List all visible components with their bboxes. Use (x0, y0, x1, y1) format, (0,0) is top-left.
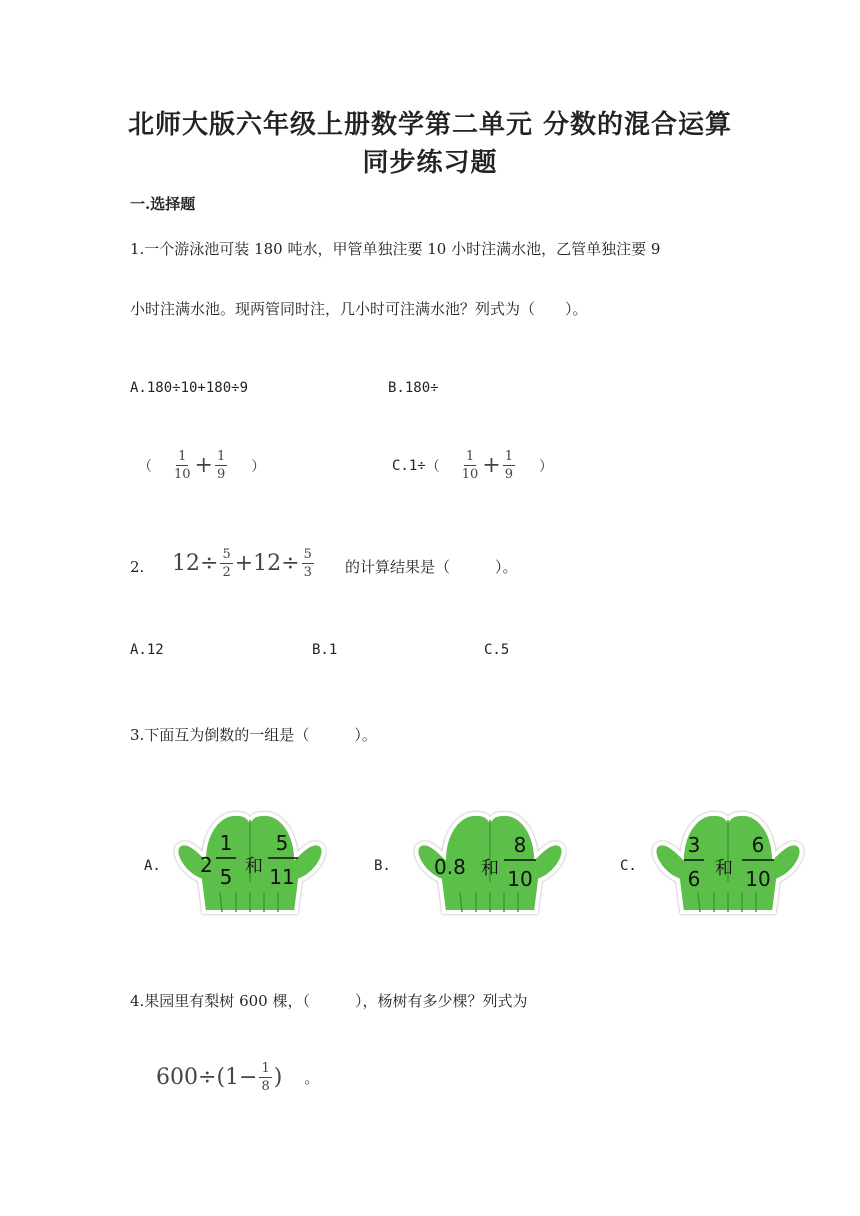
operand: 12 (172, 551, 200, 576)
math-expression (172, 548, 316, 579)
divide-sign: ÷ (200, 551, 219, 576)
denominator: 10 (174, 467, 191, 482)
fraction (302, 548, 314, 579)
q1-option-b-expression (138, 450, 265, 481)
minus-sign: − (239, 1065, 258, 1090)
paren-open: （ (138, 458, 152, 475)
fraction (259, 1062, 271, 1093)
denominator: 5 (219, 865, 233, 889)
q1-option-b: B.180÷ (388, 380, 439, 396)
numerator: 1 (178, 449, 187, 464)
q2-option-c: C.5 (484, 642, 510, 658)
mitten-image-b (410, 808, 570, 920)
fraction (220, 548, 232, 579)
numerator: 6 (751, 833, 765, 857)
q1-option-c (392, 450, 553, 481)
denominator: 9 (504, 467, 513, 482)
period: 。 (304, 1069, 320, 1087)
he-character: 和 (481, 858, 499, 879)
operand: 600 (156, 1065, 198, 1090)
paren-open: （ (425, 458, 440, 475)
math-expression (156, 1062, 282, 1093)
q3-text: 3.下面互为倒数的一组是（ ）。 (130, 726, 377, 744)
fraction (503, 450, 515, 481)
numerator: 3 (687, 833, 701, 857)
denominator: 6 (687, 867, 701, 891)
he-character: 和 (245, 856, 263, 877)
denominator: 9 (216, 467, 226, 482)
divide-sign: ÷ (281, 551, 300, 576)
denominator: 2 (222, 565, 231, 580)
he-character: 和 (715, 858, 733, 879)
q1-text-line2: 小时注满水池。现两管同时注，几小时可注满水池？列式为（ ）。 (130, 300, 588, 318)
option-c-label: C.1÷ (392, 457, 426, 474)
denominator: 10 (745, 867, 771, 891)
numerator: 5 (222, 547, 231, 562)
operand: 12 (253, 551, 282, 576)
denominator: 11 (269, 865, 295, 889)
plus-sign: + (194, 453, 213, 478)
denominator: 8 (261, 1079, 270, 1094)
decimal-number: 0.8 (434, 855, 466, 879)
plus-sign: + (482, 453, 501, 478)
denominator: 10 (507, 867, 533, 891)
paren-close: ) (273, 1065, 283, 1090)
q1-option-a: A.180÷10+180÷9 (130, 380, 249, 396)
paren-close: ） (538, 458, 553, 475)
numerator: 1 (216, 449, 226, 464)
q2-expression (172, 548, 316, 579)
whole-number: 2 (200, 853, 213, 877)
denominator: 3 (303, 565, 312, 580)
denominator: 10 (461, 467, 479, 482)
q2-suffix: 的计算结果是（ ）。 (345, 558, 518, 576)
paren-close: ） (251, 458, 266, 475)
numerator: 8 (513, 833, 527, 857)
numerator: 5 (275, 831, 289, 855)
fraction (460, 450, 481, 481)
page-title: 北师大版六年级上册数学第二单元 分数的混合运算 (127, 110, 733, 140)
q3-label-c: C. (620, 858, 637, 874)
q3-label-a: A. (144, 858, 161, 874)
paren-open: ( (216, 1065, 226, 1090)
numerator: 1 (504, 449, 513, 464)
page-subtitle: 同步练习题 (362, 148, 498, 178)
math-sum (458, 450, 517, 481)
q4-expression (156, 1062, 319, 1093)
section-heading: 一.选择题 (130, 195, 196, 213)
q4-text: 4.果园里有梨树 600 棵，（ ），杨树有多少棵？列式为 (130, 992, 528, 1010)
plus-sign: + (234, 551, 254, 576)
numerator: 1 (219, 831, 233, 855)
mitten-image-c (648, 808, 808, 920)
q2-option-a: A.12 (130, 642, 164, 658)
divide-sign: ÷ (198, 1065, 217, 1090)
numerator: 1 (465, 449, 475, 464)
q1-text-line1: 1.一个游泳池可装 180 吨水，甲管单独注要 10 小时注满水池，乙管单独注要 9 (130, 240, 661, 258)
q2-number: 2. (130, 558, 145, 576)
numerator: 1 (261, 1061, 270, 1076)
fraction (172, 450, 193, 481)
q3-label-b: B. (374, 858, 391, 874)
mitten-image-a (170, 808, 330, 920)
numerator: 5 (303, 547, 312, 562)
math-sum (170, 450, 229, 481)
operand: 1 (225, 1065, 240, 1090)
fraction (215, 450, 227, 481)
q2-option-b: B.1 (312, 642, 338, 658)
